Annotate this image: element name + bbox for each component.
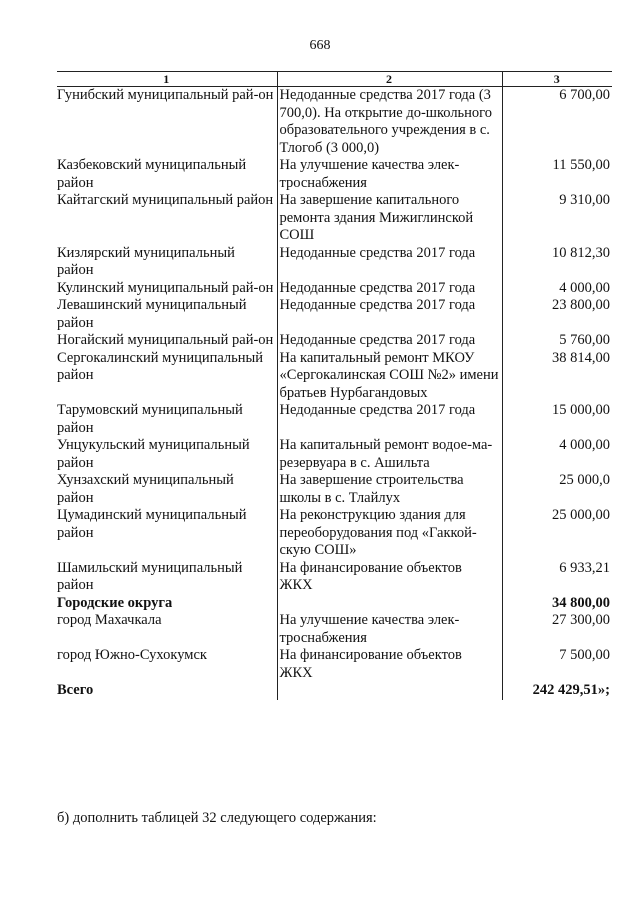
purpose-cell: На капитальный ремонт МКОУ «Сергокалинская СОШ №2» имени братьев Нурбагандовых — [277, 350, 502, 403]
table-row — [57, 87, 612, 158]
territory-cell: город Махачкала — [57, 612, 277, 647]
territory-cell: Городские округа — [57, 595, 277, 613]
amount-cell: 25 000,00 — [502, 507, 612, 560]
territory-cell: Унцукульский муниципальный район — [57, 437, 277, 472]
amount-cell: 25 000,0 — [502, 472, 612, 507]
table-row — [57, 192, 612, 245]
territory-cell: Шамильский муниципальный район — [57, 560, 277, 595]
table-row — [57, 332, 612, 350]
table-row — [57, 245, 612, 280]
purpose-cell: На капитальный ремонт водое-ма-резервуара в с. Ашильта — [277, 437, 502, 472]
table-row — [57, 595, 612, 613]
purpose-cell: Недоданные средства 2017 года — [277, 332, 502, 350]
amount-cell: 34 800,00 — [502, 595, 612, 613]
table-row — [57, 157, 612, 192]
purpose-cell — [277, 682, 502, 700]
amount-cell: 4 000,00 — [502, 437, 612, 472]
territory-cell: Кизлярский муниципальный район — [57, 245, 277, 280]
table-row — [57, 612, 612, 647]
column-header-1: 1 — [57, 72, 277, 87]
purpose-cell: Недоданные средства 2017 года — [277, 280, 502, 298]
amount-cell: 38 814,00 — [502, 350, 612, 403]
table-row — [57, 350, 612, 403]
page-number: 668 — [309, 38, 331, 53]
table-row — [57, 560, 612, 595]
amount-cell: 9 310,00 — [502, 192, 612, 245]
footer-text: б) дополнить таблицей 32 следующего содержания: — [57, 810, 377, 826]
purpose-cell: На финансирование объектов ЖКХ — [277, 647, 502, 682]
amount-cell: 6 933,21 — [502, 560, 612, 595]
purpose-cell: На улучшение качества элек-троснабжения — [277, 612, 502, 647]
table-row — [57, 280, 612, 298]
territory-cell: Гунибский муниципальный рай-он — [57, 87, 277, 158]
purpose-cell: На финансирование объектов ЖКХ — [277, 560, 502, 595]
table-row — [57, 507, 612, 560]
table-row — [57, 402, 612, 437]
purpose-cell: На завершение капитального ремонта здания Мижиглинской СОШ — [277, 192, 502, 245]
territory-cell: Кайтагский муниципальный район — [57, 192, 277, 245]
column-header-2: 2 — [277, 72, 502, 87]
purpose-cell: На завершение строительства школы в с. Тлайлух — [277, 472, 502, 507]
purpose-cell — [277, 595, 502, 613]
amount-cell: 4 000,00 — [502, 280, 612, 298]
territory-cell: Левашинский муниципальный район — [57, 297, 277, 332]
purpose-cell: Недоданные средства 2017 года — [277, 402, 502, 437]
purpose-cell: На улучшение качества элек-троснабжения — [277, 157, 502, 192]
amount-cell: 6 700,00 — [502, 87, 612, 158]
territory-cell: Тарумовский муниципальный район — [57, 402, 277, 437]
territory-cell: Цумадинский муниципальный район — [57, 507, 277, 560]
territory-cell: Хунзахский муниципальный район — [57, 472, 277, 507]
amount-cell: 11 550,00 — [502, 157, 612, 192]
amount-cell: 10 812,30 — [502, 245, 612, 280]
territory-cell: Сергокалинский муниципальный район — [57, 350, 277, 403]
purpose-cell: Недоданные средства 2017 года — [277, 245, 502, 280]
amount-cell: 23 800,00 — [502, 297, 612, 332]
territory-cell: Ногайский муниципальный рай-он — [57, 332, 277, 350]
purpose-cell: Недоданные средства 2017 года — [277, 297, 502, 332]
purpose-cell: Недоданные средства 2017 года (3 700,0). На открытие до-школьного образовательного учреждения в с. Тлогоб (3 000,0) — [277, 87, 502, 158]
purpose-cell: На реконструкцию здания для переоборудования под «Гаккой-скую СОШ» — [277, 507, 502, 560]
amount-cell: 5 760,00 — [502, 332, 612, 350]
table-row — [57, 647, 612, 682]
table-row — [57, 472, 612, 507]
territory-cell: город Южно-Сухокумск — [57, 647, 277, 682]
appropriations-table — [57, 71, 612, 700]
territory-cell: Кулинский муниципальный рай-он — [57, 280, 277, 298]
table-row — [57, 297, 612, 332]
table-row — [57, 437, 612, 472]
column-header-3: 3 — [502, 72, 612, 87]
amount-cell: 7 500,00 — [502, 647, 612, 682]
table-header-row — [57, 72, 612, 87]
amount-cell: 242 429,51»; — [502, 682, 612, 700]
amount-cell: 27 300,00 — [502, 612, 612, 647]
territory-cell: Всего — [57, 682, 277, 700]
amount-cell: 15 000,00 — [502, 402, 612, 437]
territory-cell: Казбековский муниципальный район — [57, 157, 277, 192]
table-row — [57, 682, 612, 700]
